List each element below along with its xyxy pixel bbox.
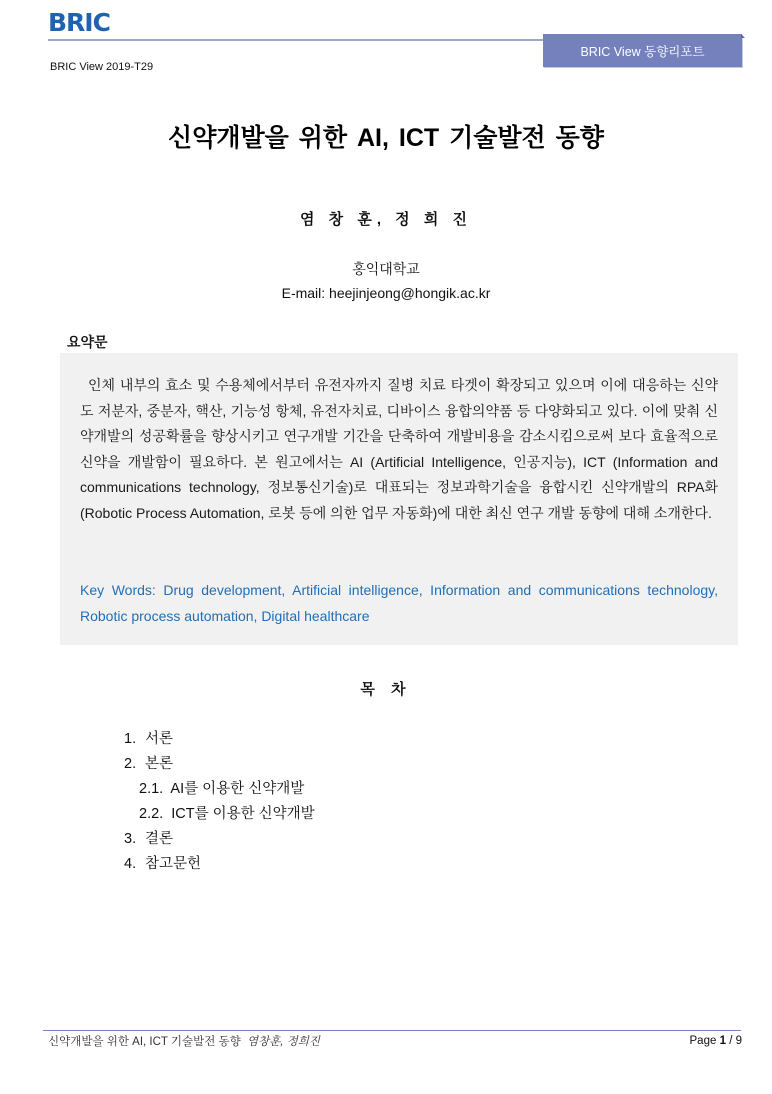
- report-id: BRIC View 2019-T29: [50, 61, 154, 73]
- table-of-contents: [124, 727, 315, 877]
- toc-number: 2.: [124, 756, 137, 772]
- toc-label: ICT를 이용한 신약개발: [171, 806, 315, 822]
- page-separator: /: [729, 1035, 733, 1047]
- toc-number: 2.1.: [139, 781, 164, 797]
- bric-logo: BRIC: [48, 8, 110, 37]
- page-prefix: Page: [689, 1035, 717, 1047]
- toc-label: 결론: [145, 831, 174, 847]
- toc-number: 2.2.: [139, 806, 164, 822]
- page-title: 신약개발을 위한 AI, ICT 기술발전 동향: [168, 124, 604, 152]
- toc-item-introduction: [124, 727, 315, 752]
- abstract-body: 인체 내부의 효소 및 수용체에서부터 유전자까지 질병 치료 타겟이 확장되고 있으며 이에 대응하는 신약도 저분자, 중분자, 핵산, 기능성 항체, 유전자치료, 디바이스 융합의약품 등 다양화되고 있다. 이에 맞춰 신약개발의 성공확률을 향상시키고 연구개발 기간을 단축하여 개발비용을 감소시킴으로써 보다 효율적으로 신약을 개발함이 필요하다. 본 원고에서는 AI (Artificial Intelligence, 인공지능), ICT (Information and communications technology, 정보통신기술)로 대표되는 정보과학기술을 융합시킨 신약개발의 RPA화(Robotic Process Automation, 로봇 등에 의한 업무 자동화)에 대한 최신 연구 개발 동향에 대해 소개한다.: [80, 377, 718, 521]
- toc-item-references: [124, 852, 315, 877]
- keywords: Key Words: Drug development, Artificial intelligence, Information and communications technology, Robotic process automation, Digital healthcare: [80, 582, 718, 624]
- footer-doc-info: [48, 1033, 320, 1049]
- report-type-badge: [543, 34, 742, 67]
- toc-number: 3.: [124, 831, 137, 847]
- toc-item-main-body: [124, 752, 315, 777]
- toc-item-ict-drug-development: [124, 802, 315, 827]
- toc-number: 4.: [124, 856, 137, 872]
- toc-label: 본론: [145, 756, 174, 772]
- toc-label: 서론: [145, 731, 174, 747]
- page-current: 1: [719, 1035, 726, 1047]
- page-total: 9: [735, 1035, 742, 1047]
- toc-heading: 목 차: [360, 681, 412, 698]
- authors: 염 창 훈, 정 희 진: [300, 211, 472, 228]
- toc-item-ai-drug-development: [124, 777, 315, 802]
- badge-label: BRIC View 동향리포트: [580, 44, 705, 59]
- abstract-heading: 요약문: [67, 334, 108, 350]
- badge-fold-corner: [741, 34, 745, 38]
- page-indicator: [690, 1035, 742, 1047]
- footer-doc-title: 신약개발을 위한 AI, ICT 기술발전 동향: [48, 1036, 241, 1048]
- contact-email: E-mail: heejinjeong@hongik.ac.kr: [281, 285, 491, 301]
- toc-label: 참고문헌: [145, 856, 202, 872]
- toc-number: 1.: [124, 731, 137, 747]
- toc-item-conclusion: [124, 827, 315, 852]
- toc-label: AI를 이용한 신약개발: [170, 781, 305, 797]
- footer-divider: [43, 1030, 741, 1031]
- affiliation: 홍익대학교: [352, 261, 420, 277]
- footer-authors: 염창훈, 정희진: [246, 1036, 321, 1048]
